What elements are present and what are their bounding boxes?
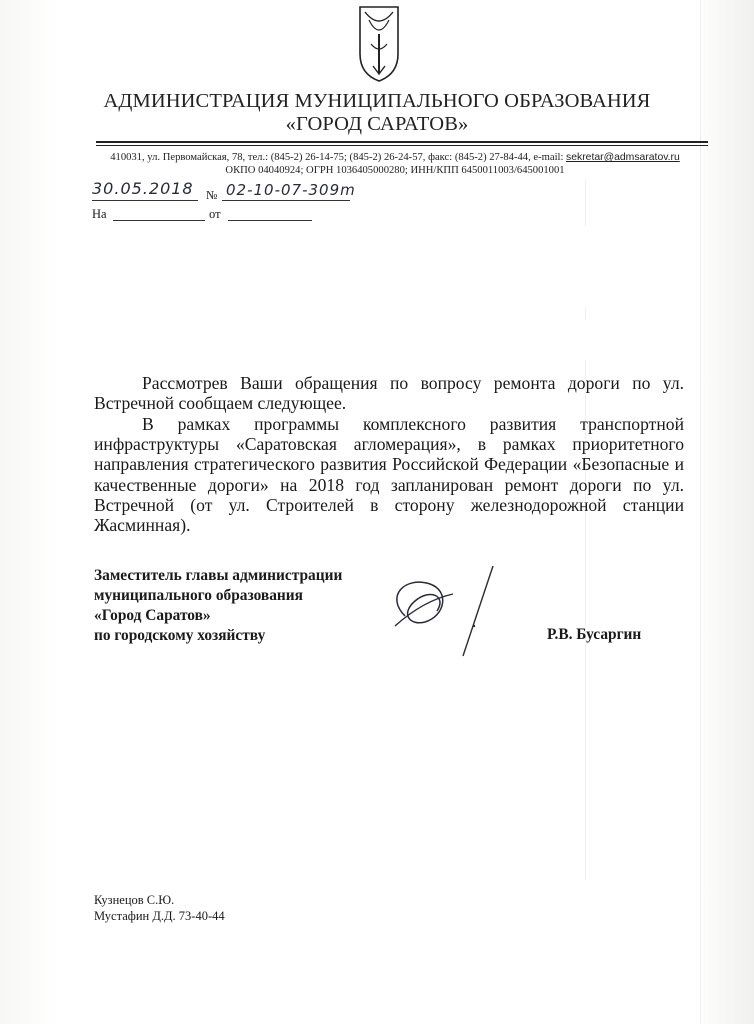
signatory-position-line-2: муниципального образования <box>94 587 303 604</box>
header-rule-thick <box>96 141 708 143</box>
reference-underline <box>113 220 205 221</box>
redacted-recipient-block <box>390 226 638 308</box>
signatory-position-line-3: «Город Саратов» <box>94 607 211 624</box>
number-underline <box>222 200 350 201</box>
header-rule-thin <box>96 145 708 146</box>
executor-line-2: Мустафин Д.Д. 73-40-44 <box>94 909 225 923</box>
body-paragraph-1: Рассмотрев Ваши обращения по вопросу ремонта дороги по ул. Встречной сообщаем следующее. <box>94 373 684 414</box>
registration-number-label: № <box>206 188 218 202</box>
reference-from-label: от <box>209 207 221 221</box>
email-link[interactable]: sekretar@admsaratov.ru <box>566 152 680 163</box>
contacts-line-2: ОКПО 04040924; ОГРН 1036405000280; ИНН/КПП 6450011003/645001001 <box>225 165 565 176</box>
org-title-line-2: «ГОРОД САРАТОВ» <box>285 113 469 135</box>
registration-date: 30.05.2018 <box>92 179 194 198</box>
handwritten-signature-icon <box>375 556 515 666</box>
contacts-line-1 <box>80 152 710 163</box>
body-paragraph-2: В рамках программы комплексного развития транспортной инфраструктуры «Саратовская агломерация», в рамках приоритетного направления стратегического развития Российской Федерации «Безопасные и качественные дороги» на 2018 год запланирован ремонт дороги по ул. Встречной (от ул. Строителей в сторону железнодорожной станции Жасминная). <box>94 414 684 536</box>
registration-number: 02-10-07-309m <box>226 181 356 199</box>
signatory-name: Р.В. Бусаргин <box>547 626 642 643</box>
contacts-address: 410031, ул. Первомайская, 78, тел.: (845-2) 26-14-75; (845-2) 26-24-57, факс: (845-2) 27-84-44, e-mail: <box>110 152 567 163</box>
executor-line-1: Кузнецов С.Ю. <box>94 893 175 907</box>
org-title-line-1: АДМИНИСТРАЦИЯ МУНИЦИПАЛЬНОГО ОБРАЗОВАНИЯ <box>103 90 651 112</box>
date-underline <box>92 200 198 201</box>
executors-block <box>94 892 225 924</box>
saratov-coat-of-arms-icon <box>357 4 401 84</box>
reference-label: На <box>92 207 107 221</box>
signatory-position-line-1: Заместитель главы администрации <box>94 567 343 584</box>
redacted-recipient-name <box>214 320 684 360</box>
signatory-position-line-4: по городскому хозяйству <box>94 627 266 644</box>
reference-from-underline <box>228 220 312 221</box>
signatory-position <box>94 566 342 646</box>
